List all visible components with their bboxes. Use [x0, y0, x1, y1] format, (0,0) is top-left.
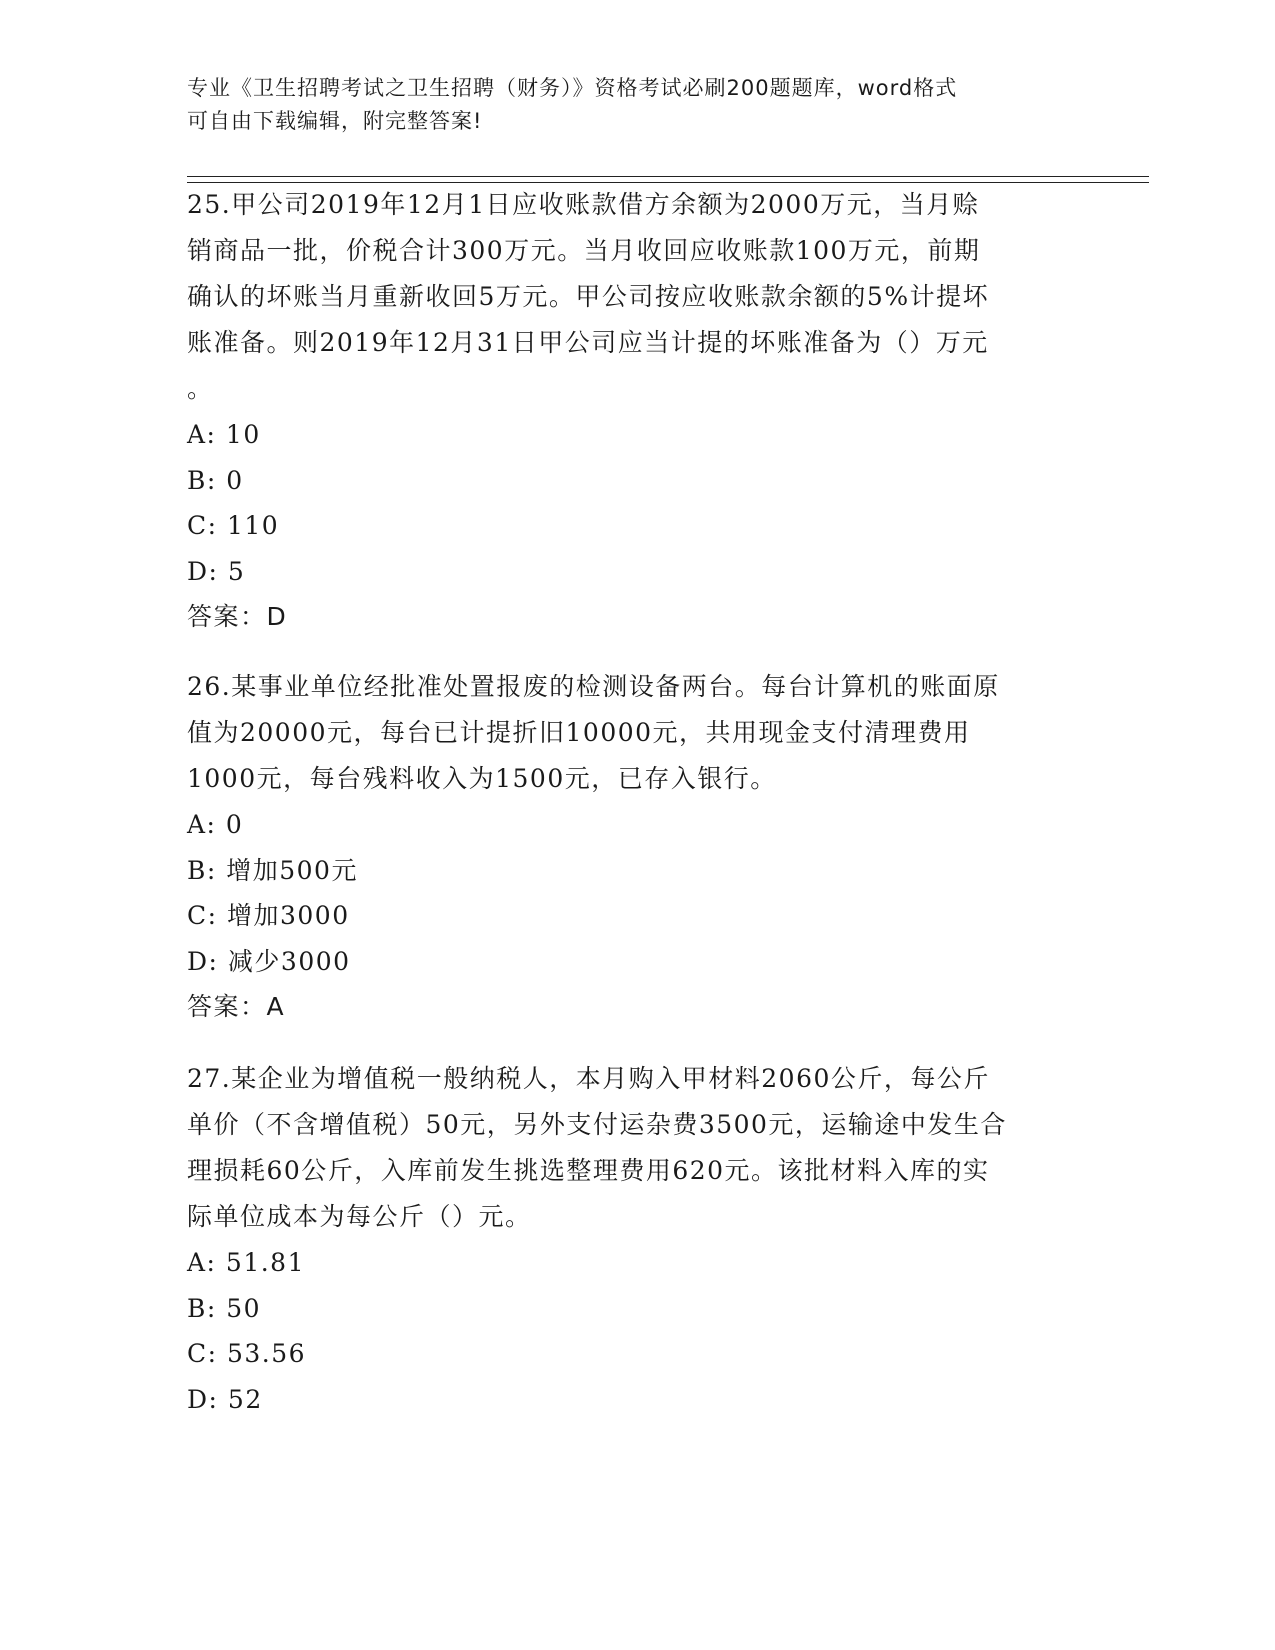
document-header	[187, 72, 1067, 138]
header-divider-top	[187, 176, 1149, 177]
stem-line: 1000元，每台残料收入为1500元，已存入银行。	[187, 764, 777, 793]
question-stem	[187, 664, 1087, 802]
question-stem	[187, 1056, 1087, 1240]
question-25	[187, 182, 1087, 640]
header-line-1: 专业《卫生招聘考试之卫生招聘（财务）》资格考试必刷200题题库，word格式	[187, 76, 958, 100]
option-a: A: 10	[187, 420, 261, 449]
option-d: D: 5	[187, 556, 246, 586]
stem-line: 确认的坏账当月重新收回5万元。甲公司按应收账款余额的5%计提坏	[187, 282, 990, 311]
option-d: D: 52	[187, 1384, 263, 1414]
option-c: C: 110	[187, 511, 280, 540]
question-26	[187, 664, 1087, 1030]
stem-line: 账准备。则2019年12月31日甲公司应当计提的坏账准备为（）万元	[187, 328, 989, 357]
stem-line: 26.某事业单位经批准处置报废的检测设备两台。每台计算机的账面原	[187, 672, 1000, 701]
header-line-2: 可自由下载编辑，附完整答案!	[187, 109, 483, 133]
answer: 答案：D	[187, 602, 288, 631]
stem-line: 理损耗60公斤，入库前发生挑选整理费用620元。该批材料入库的实	[187, 1156, 990, 1185]
option-d: D: 减少3000	[187, 946, 351, 976]
question-stem	[187, 182, 1087, 412]
question-27	[187, 1056, 1087, 1422]
stem-line: 单价（不含增值税）50元，另外支付运杂费3500元，运输途中发生合	[187, 1110, 1007, 1139]
stem-line: 。	[187, 374, 214, 403]
stem-line: 际单位成本为每公斤（）元。	[187, 1202, 532, 1231]
option-b: B: 增加500元	[187, 855, 358, 885]
option-c: C: 增加3000	[187, 901, 350, 930]
option-a: A: 0	[187, 810, 244, 839]
option-b: B: 0	[187, 465, 244, 495]
option-c: C: 53.56	[187, 1339, 307, 1368]
option-b: B: 50	[187, 1293, 262, 1323]
answer: 答案：A	[187, 992, 286, 1021]
stem-line: 销商品一批，价税合计300万元。当月收回应收账款100万元，前期	[187, 236, 981, 265]
stem-line: 值为20000元，每台已计提折旧10000元，共用现金支付清理费用	[187, 718, 971, 747]
stem-line: 25.甲公司2019年12月1日应收账款借方余额为2000万元，当月赊	[187, 190, 980, 219]
option-a: A: 51.81	[187, 1248, 305, 1277]
stem-line: 27.某企业为增值税一般纳税人，本月购入甲材料2060公斤，每公斤	[187, 1064, 990, 1093]
